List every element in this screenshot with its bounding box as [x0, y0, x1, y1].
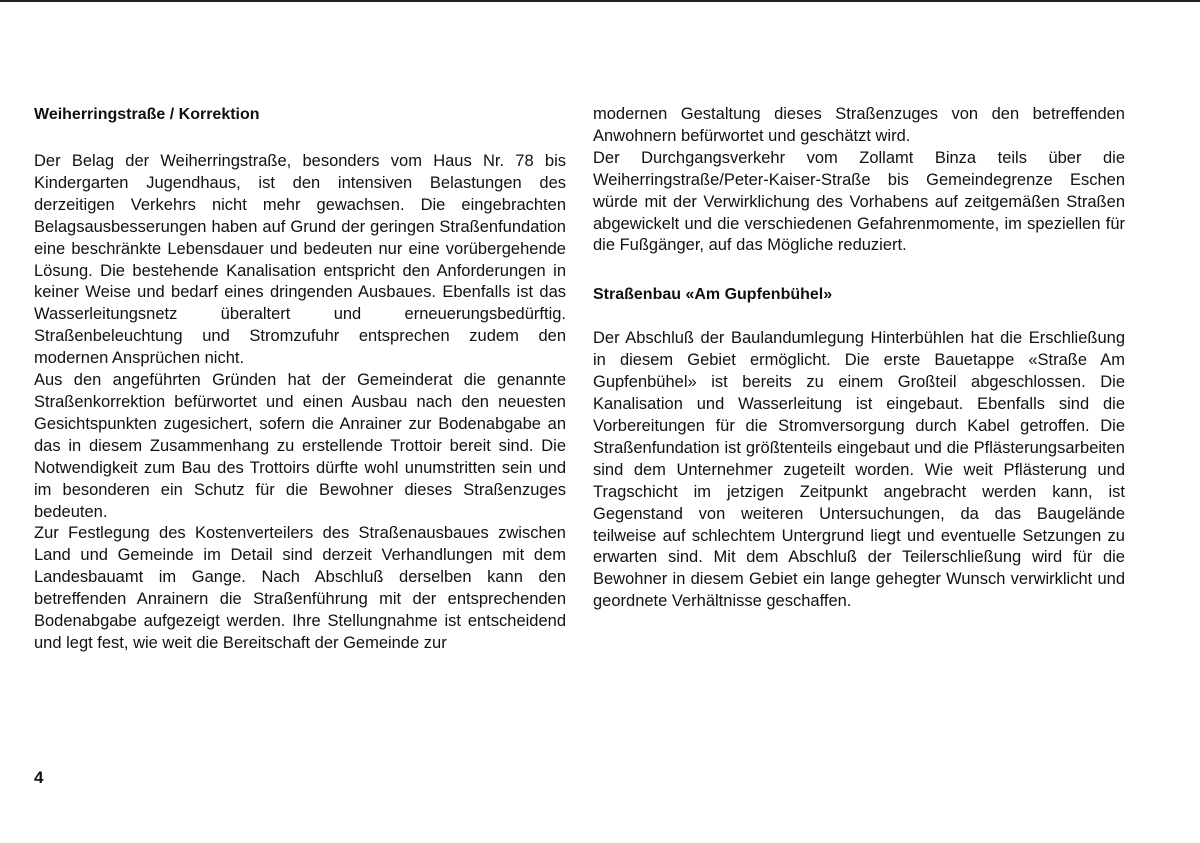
paragraph: Der Durchgangsverkehr vom Zollamt Binza teils über die Weiherringstraße/Peter-Kaiser-Straße bis Gemeindegrenze Eschen würde mit der Verwirklichung des Vorhabens auf zeitgemäßen Straßen abgewickelt und die verschiedenen Gefahrenmomente, im speziellen für die Fußgänger, auf das Mögliche reduziert.: [593, 148, 1125, 255]
page-number: 4: [34, 768, 44, 787]
paragraph: Der Belag der Weiherringstraße, besonders vom Haus Nr. 78 bis Kindergarten Jugendhaus, ist den intensiven Belastungen des derzeitigen Verkehrs nicht mehr gewachsen. Die eingebrachten Belagsausbesserungen haben auf Grund der geringen Straßenfundation eine beschränkte Lebensdauer und bedeuten nur eine vorübergehende Lösung. Die bestehende Kanalisation entspricht den Anforderungen in keiner Weise und bedarf eines dringenden Ausbaues. Ebenfalls ist das Wasserleitungsnetz überaltert und erneuerungsbedürftig. Straßenbeleuchtung und Stromzufuhr entsprechen zudem den modernen Ansprüchen nicht.: [34, 152, 566, 368]
paragraph: Der Abschluß der Baulandumlegung Hinterbühlen hat die Erschließung in diesem Gebiet ermöglicht. Die erste Bauetappe «Straße Am Gupfenbühel» ist bereits zu einem Großteil abgeschlossen. Die Kanalisation und Wasserleitung ist eingebaut. Ebenfalls sind die Vorbereitungen für die Stromversorgung durch Kabel getroffen. Die Straßenfundation ist größtenteils eingebaut und die Pflästerungsarbeiten sind dem Unternehmer zugeteilt worden. Wie weit Pflästerung und Tragschicht im jetzigen Zeitpunkt angebracht werden kann, ist Gegenstand von weiteren Untersuchungen, da das Baugelände teilweise auf schlechtem Untergrund liegt und eventuelle Setzungen zu erwarten sind. Mit dem Abschluß der Teilerschließung wird für die Bewohner in diesem Gebiet ein lange gehegter Wunsch verwirklicht und geordnete Verhältnisse geschaffen.: [593, 329, 1125, 611]
right-column: [593, 104, 1125, 613]
section-heading-weiherringstrasse: Weiherringstraße / Korrektion: [34, 106, 260, 123]
paragraph: modernen Gestaltung dieses Straßenzuges von den betreffenden Anwohnern befürwortet und geschätzt wird.: [593, 105, 1125, 145]
section-heading-strassenbau: Straßenbau «Am Gupfenbühel»: [593, 286, 833, 304]
paragraph: Zur Festlegung des Kostenverteilers des Straßenausbaues zwischen Land und Gemeinde im Detail sind derzeit Verhandlungen mit dem Landesbauamt im Gange. Nach Abschluß derselben kann den betreffenden Anrainern die Straßenführung mit der entsprechenden Bodenabgabe aufgezeigt werden. Ihre Stellungnahme ist entscheidend und legt fest, wie weit die Bereitschaft der Gemeinde zur: [34, 524, 566, 652]
paragraph: Aus den angeführten Gründen hat der Gemeinderat die genannte Straßenkorrektion befürwortet und einen Ausbau nach den neuesten Gesichtspunkten zugesichert, sofern die Anrainer zur Bodenabgabe an das in diesem Zusammenhang zu erstellende Trottoir bereit sind. Die Notwendigkeit zum Bau des Trottoirs dürfte wohl unumstritten sein und im besonderen ein Schutz für die Bewohner dieses Straßenzuges bedeuten.: [34, 371, 566, 521]
left-column: [34, 104, 566, 655]
top-rule: [0, 0, 1200, 2]
